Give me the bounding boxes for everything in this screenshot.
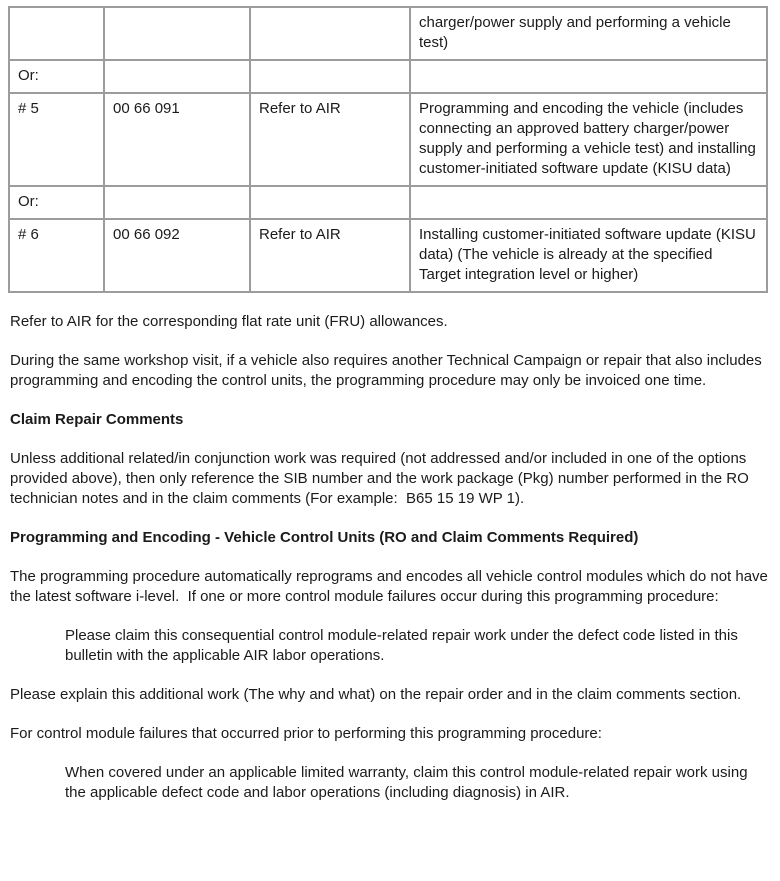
heading-programming-encoding: Programming and Encoding - Vehicle Control Units (RO and Claim Comments Required) <box>10 529 639 546</box>
table-cell <box>410 60 767 93</box>
table-cell <box>250 186 410 219</box>
table-cell <box>9 7 104 60</box>
table-cell <box>250 7 410 60</box>
table-cell: Or: <box>9 60 104 93</box>
paragraph-programming-procedure: The programming procedure automatically reprograms and encodes all vehicle control modules which do not have the latest software i-level. If one or more control module failures occur during this programming procedure: <box>10 568 773 605</box>
table-cell: Refer to AIR <box>250 219 410 292</box>
indented-please-claim: Please claim this consequential control module-related repair work under the defect code listed in this bulletin with the applicable AIR labor operations. <box>65 627 743 664</box>
table-row <box>9 219 767 292</box>
table-cell <box>104 7 250 60</box>
table-cell: Or: <box>9 186 104 219</box>
table-cell: Programming and encoding the vehicle (includes connecting an approved battery charger/power supply and performing a vehicle test) and installing customer-initiated software update (KISU data) <box>410 93 767 186</box>
table-cell <box>250 60 410 93</box>
heading-claim-repair-comments: Claim Repair Comments <box>10 411 184 428</box>
table-cell: 00 66 092 <box>104 219 250 292</box>
table-cell: Installing customer-initiated software update (KISU data) (The vehicle is already at the specified Target integration level or higher) <box>410 219 767 292</box>
table-row <box>9 7 767 60</box>
table-row <box>9 60 767 93</box>
indented-when-covered: When covered under an applicable limited warranty, claim this control module-related repair work using the applicable defect code and labor operations (including diagnosis) in AIR. <box>65 764 752 801</box>
paragraph-unless-additional: Unless additional related/in conjunction work was required (not addressed and/or included in one of the options provided above), then only reference the SIB number and the work package (Pkg) number performed in the RO technician notes and in the claim comments (For example: B65 15 19 WP 1). <box>10 450 753 507</box>
table-cell <box>104 186 250 219</box>
table-cell: Refer to AIR <box>250 93 410 186</box>
paragraph-refer-air: Refer to AIR for the corresponding flat rate unit (FRU) allowances. <box>10 313 448 330</box>
table-cell: # 6 <box>9 219 104 292</box>
paragraph-please-explain: Please explain this additional work (The why and what) on the repair order and in the claim comments section. <box>10 686 742 703</box>
table-cell: charger/power supply and performing a vehicle test) <box>410 7 767 60</box>
table-cell <box>410 186 767 219</box>
labor-operations-table <box>8 6 768 293</box>
paragraph-same-visit: During the same workshop visit, if a vehicle also requires another Technical Campaign or repair that also includes programming and encoding the control units, the programming procedure may only be invoiced one time. <box>10 352 766 389</box>
table-cell <box>104 60 250 93</box>
table-row <box>9 93 767 186</box>
paragraph-for-failures: For control module failures that occurred prior to performing this programming procedure: <box>10 725 602 742</box>
table-row <box>9 186 767 219</box>
table-cell: # 5 <box>9 93 104 186</box>
table-cell: 00 66 091 <box>104 93 250 186</box>
